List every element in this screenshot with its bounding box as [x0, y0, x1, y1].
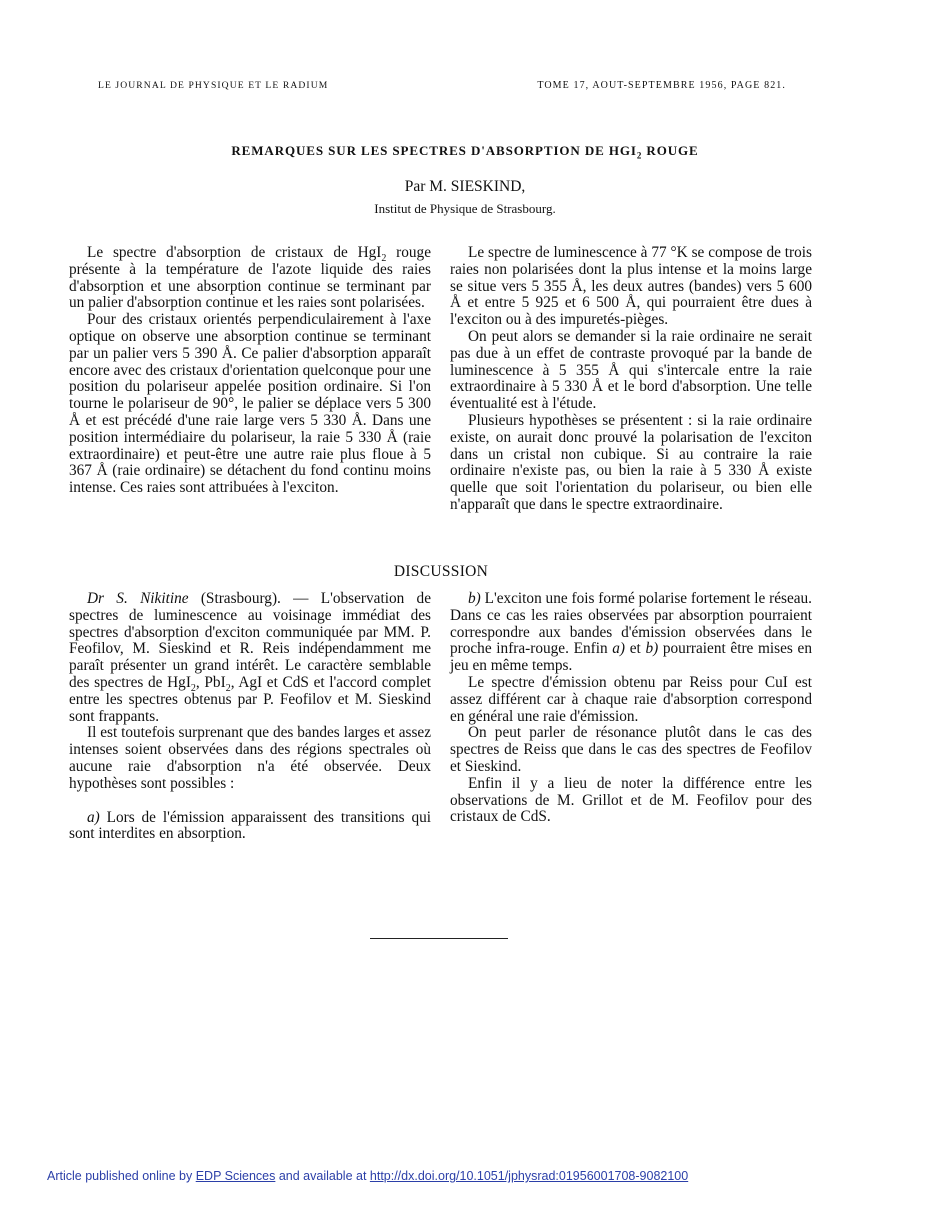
item-label: b): [645, 640, 659, 658]
end-rule: [370, 938, 508, 939]
discussion-paragraph: [69, 810, 431, 844]
abstract-left-column: [69, 245, 431, 497]
text-run: , AgI et CdS et l'accord complet entre les spectres obtenus par P. Feofilov et M. Sieskind sont frappants.: [69, 673, 431, 725]
abstract-paragraph: [69, 245, 431, 312]
discussion-paragraph: Il est toutefois surprenant que des bandes larges et assez intenses soient observées dans des régions spectrales où aucune raie d'absorption n'a été observée. Deux hypothèses sont possibles :: [69, 724, 431, 792]
running-head: [98, 80, 786, 91]
title-text: REMARQUES SUR LES SPECTRES D'ABSORPTION DE HGI: [231, 143, 637, 158]
subscript: 2: [381, 253, 387, 265]
abstract-paragraph: Le spectre de luminescence à 77 °K se compose de trois raies non polarisées dont la plus intense et la moins large se situe vers 5 355 Å, les deux autres (bandes) vers 5 600 Å et entre 5 925 et 6 500 Å, qui pourraient être dues à l'exciton ou à des impuretés-pièges.: [450, 244, 812, 329]
discussion-left-column: [69, 591, 431, 843]
item-label: b): [468, 590, 481, 607]
abstract-right-column: [450, 245, 812, 514]
text-run: pourraient être mises en jeu en même temps.: [450, 640, 812, 675]
abstract-paragraph: On peut alors se demander si la raie ordinaire ne serait pas due à un effet de contraste provoqué par la bande de luminescence à 5 355 Å qui s'intercale entre la raie extraordinaire à 5 330 Å et le bord d'absorption. Une telle éventualité est à l'étude.: [450, 327, 812, 413]
item-label: a): [612, 640, 626, 658]
speaker-name: Dr S. Nikitine: [87, 590, 189, 607]
text-run: L'exciton une fois formé polarise fortement le réseau. Dans ce cas les raies observées par absorption pourraient correspondre aux bandes d'émission observées dans le proche infra-rouge. Enfin: [450, 590, 812, 658]
subscript: 2: [190, 683, 196, 695]
author: Par M. SIESKIND,: [404, 178, 526, 195]
publisher-link[interactable]: EDP Sciences: [195, 1169, 276, 1183]
discussion-paragraph: On peut parler de résonance plutôt dans le cas des spectres de Reiss que dans le cas des spectres de Feofilov et Sieskind.: [450, 724, 812, 775]
text-run: rouge présente à la température de l'azote liquide des raies d'absorption et une absorption continue se terminant par un palier d'absorption continue et les raies sont polarisées.: [69, 244, 431, 312]
title-subscript: 2: [636, 150, 643, 161]
item-label: a): [87, 808, 100, 826]
journal-name: LE JOURNAL DE PHYSIQUE ET LE RADIUM: [98, 80, 329, 91]
discussion-paragraph: [69, 591, 431, 725]
title-text-end: ROUGE: [642, 143, 699, 158]
text-run: Le spectre d'absorption de cristaux de HgI: [87, 244, 382, 261]
footer-text: Article published online by: [47, 1169, 196, 1183]
issue-info: TOME 17, AOUT-SEPTEMBRE 1956, PAGE 821.: [537, 80, 786, 91]
subscript: 2: [225, 683, 231, 695]
text-run: , PbI: [195, 673, 226, 691]
discussion-paragraph: Enfin il y a lieu de noter la différence entre les observations de M. Grillot et de M. Feofilov pour des cristaux de CdS.: [450, 774, 812, 826]
text-run: Lors de l'émission apparaissent des transitions qui sont interdites en absorption.: [69, 808, 431, 843]
discussion-paragraph: [450, 591, 812, 675]
abstract-paragraph: Plusieurs hypothèses se présentent : si la raie ordinaire existe, on aurait donc prouvé la polarisation de l'exciton dans un cristal non cubique. Si au contraire la raie ordinaire n'existe pas, ou bien la raie à 5 330 Å existe quelle que soit l'orientation du polariseur, ou bien elle n'apparaît que dans le spectre extraordinaire.: [450, 411, 812, 513]
text-run: et: [625, 640, 646, 658]
article-title: [0, 143, 930, 161]
footer: [47, 1169, 688, 1183]
footer-text: and available at: [275, 1169, 370, 1183]
discussion-paragraph: Le spectre d'émission obtenu par Reiss pour CuI est assez différent car à chaque raie d'absorption correspond en général une raie d'émission.: [450, 673, 812, 725]
doi-link[interactable]: http://dx.doi.org/10.1051/jphysrad:01956001708-9082100: [369, 1169, 689, 1183]
text-run: (Strasbourg). — L'observation de spectres de luminescence au voisinage immédiat des spectres d'absorption d'exciton communiquée par MM. P. Feofilov, M. Sieskind et R. Reis indépendamment me paraît présenter un grand intérêt. Le caractère semblable des spectres de HgI: [69, 590, 431, 691]
discussion-right-column: [450, 591, 812, 826]
abstract-paragraph: Pour des cristaux orientés perpendiculairement à l'axe optique on observe une absorption continue se terminant par un palier vers 5 390 Å. Ce palier d'absorption apparaît encore avec des cristaux d'orientation quelconque pour une position du polariseur appelée position ordinaire. Si l'on tourne le polariseur de 90°, le palier se déplace vers 5 300 Å et est précédé d'une raie large vers 5 330 Å. Dans une position intermédiaire du polariseur, la raie 5 330 Å (raie extraordinaire) et peut-être une autre raie plus floue à 5 367 Å (raie ordinaire) se détachent du fond continu moins intense. Ces raies sont attribuées à l'exciton.: [69, 311, 431, 497]
discussion-heading: DISCUSSION: [393, 563, 489, 580]
affiliation: Institut de Physique de Strasbourg.: [374, 201, 556, 216]
